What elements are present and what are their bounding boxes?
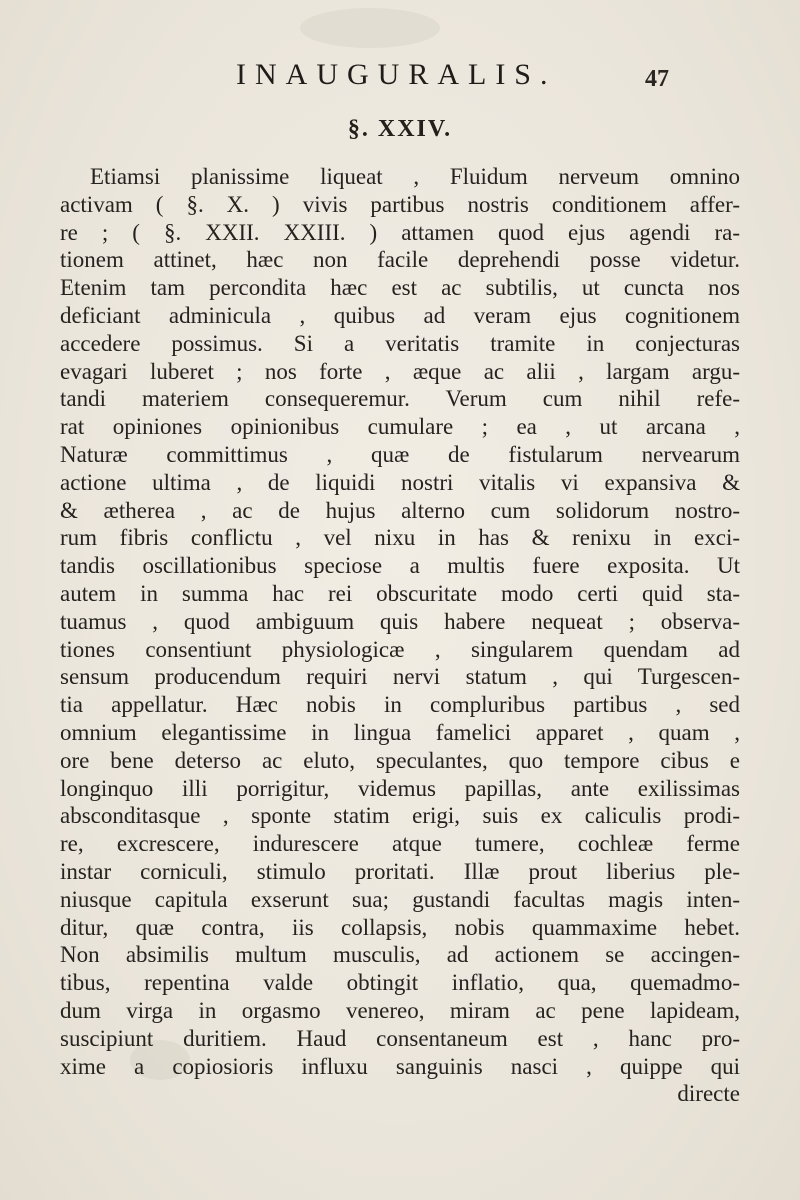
- text-line: tiones consentiunt physiologicæ , singularem quendam ad: [60, 636, 740, 662]
- running-head: [0, 58, 800, 98]
- text-line: xime a copiosioris influxu sanguinis nasci , quippe qui: [60, 1053, 740, 1079]
- text-line: rum fibris conflictu , vel nixu in has & renixu in exci-: [60, 525, 740, 551]
- text-line: absconditasque , sponte statim erigi, suis ex caliculis prodi-: [60, 803, 740, 829]
- text-line: activam ( §. X. ) vivis partibus nostris conditionem affer-: [60, 191, 740, 217]
- text-line: sensum producendum requiri nervi statum , qui Turgescen-: [60, 664, 740, 690]
- text-line: tandis oscillationibus speciose a multis fuere exposita. Ut: [60, 553, 740, 579]
- paper-stain: [300, 8, 440, 48]
- text-line: tuamus , quod ambiguum quis habere nequeat ; observa-: [60, 608, 740, 634]
- text-line: tandi materiem consequeremur. Verum cum nihil refe-: [60, 386, 740, 412]
- text-line: ore bene deterso ac eluto, speculantes, quo tempore cibus e: [60, 747, 740, 773]
- text-line: autem in summa hac rei obscuritate modo certi quid sta-: [60, 580, 740, 606]
- text-line: instar corniculi, stimulo proritati. Illæ prout liberius ple-: [60, 858, 740, 884]
- text-line: Naturæ committimus , quæ de fistularum nervearum: [60, 441, 740, 467]
- catchword: directe: [677, 1081, 740, 1107]
- text-line: longinquo illi porrigitur, videmus papillas, ante exilissimas: [60, 775, 740, 801]
- text-line: suscipiunt duritiem. Haud consentaneum est , hanc pro-: [60, 1025, 740, 1051]
- text-line: omnium elegantissime in lingua famelici apparet , quam ,: [60, 719, 740, 745]
- text-line: Etenim tam percondita hæc est ac subtilis, ut cuncta nos: [60, 275, 740, 301]
- text-line: actione ultima , de liquidi nostri vitalis vi expansiva &: [60, 469, 740, 495]
- text-line: dum virga in orgasmo venereo, miram ac pene lapideam,: [60, 997, 740, 1023]
- text-line: tibus, repentina valde obtingit inflatio, qua, quemadmo-: [60, 970, 740, 996]
- text-line: & ætherea , ac de hujus alterno cum solidorum nostro-: [60, 497, 740, 523]
- text-line: re ; ( §. XXII. XXIII. ) attamen quod ejus agendi ra-: [60, 219, 740, 245]
- text-line: rat opiniones opinionibus cumulare ; ea , ut arcana ,: [60, 414, 740, 440]
- text-line: accedere possimus. Si a veritatis tramite in conjecturas: [60, 330, 740, 356]
- text-line: re, excrescere, indurescere atque tumere, cochleæ ferme: [60, 831, 740, 857]
- paragraph: [60, 163, 740, 1108]
- text-line: tia appellatur. Hæc nobis in compluribus partibus , sed: [60, 692, 740, 718]
- text-line: ditur, quæ contra, iis collapsis, nobis quammaxime hebet.: [60, 914, 740, 940]
- text-line: niusque capitula exserunt sua; gustandi facultas magis inten-: [60, 886, 740, 912]
- running-title: INAUGURALIS.: [236, 58, 557, 91]
- section-heading: §. XXIV.: [347, 116, 453, 142]
- page-number: 47: [645, 66, 669, 92]
- text-line: Non absimilis multum musculis, ad actionem se accingen-: [60, 942, 740, 968]
- text-line: evagari luberet ; nos forte , æque ac alii , largam argu-: [60, 358, 740, 384]
- text-line: deficiant adminicula , quibus ad veram ejus cognitionem: [60, 302, 740, 328]
- text-line: Etiamsi planissime liqueat , Fluidum nerveum omnino: [90, 164, 740, 189]
- text-line: tionem attinet, hæc non facile deprehendi posse videtur.: [60, 247, 740, 273]
